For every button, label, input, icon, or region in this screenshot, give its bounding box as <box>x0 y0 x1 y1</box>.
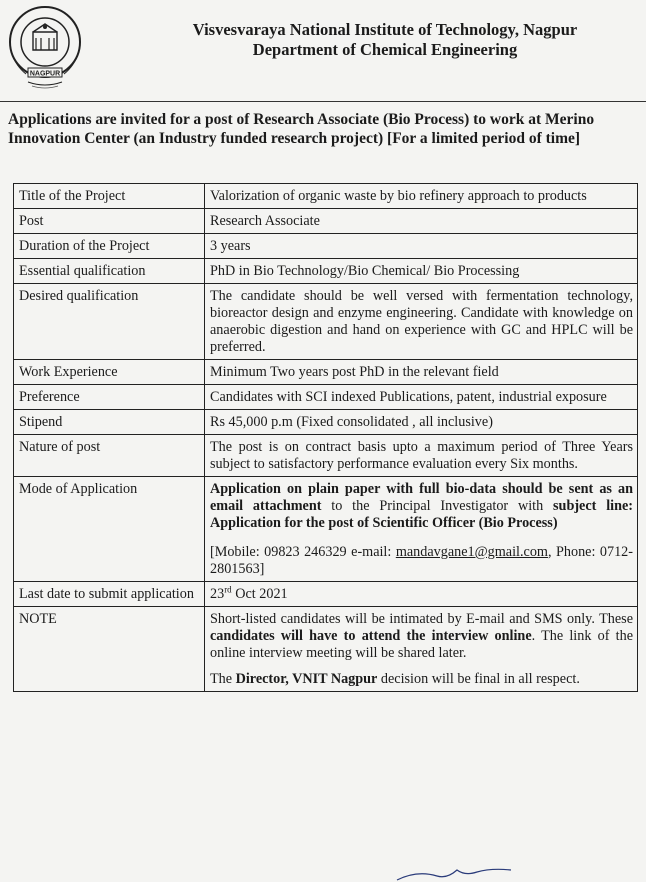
row-label: Desired qualification <box>14 284 205 360</box>
row-value: Rs 45,000 p.m (Fixed consolidated , all inclusive) <box>205 410 638 435</box>
table-row-mode-of-application <box>14 477 638 582</box>
note-text-3: The <box>210 671 236 687</box>
header <box>0 0 646 98</box>
row-label: Duration of the Project <box>14 234 205 259</box>
last-date-day: 23 <box>210 586 225 602</box>
advertisement-intro: Applications are invited for a post of Research Associate (Bio Process) to work at Merino Innovation Center (an Industry funded research project) [For a limited period of time] <box>8 111 595 147</box>
row-label: NOTE <box>14 607 205 692</box>
table-row <box>14 259 638 284</box>
row-label: Nature of post <box>14 435 205 477</box>
contact-suffix: , Phone: 0712-2801563] <box>210 544 633 577</box>
signature-mark <box>395 866 515 882</box>
table-row-last-date <box>14 582 638 607</box>
row-label: Essential qualification <box>14 259 205 284</box>
last-date-suffix: rd <box>224 584 232 595</box>
row-value <box>205 607 638 692</box>
row-label: Mode of Application <box>14 477 205 582</box>
svg-text:NAGPUR: NAGPUR <box>29 70 61 78</box>
note-bold-1: candidates will have to attend the interview online <box>210 628 532 644</box>
header-divider <box>0 101 646 102</box>
row-label: Preference <box>14 385 205 410</box>
last-date-month-year: Oct 2021 <box>231 586 288 602</box>
row-label: Title of the Project <box>14 184 205 209</box>
row-value: Candidates with SCI indexed Publications, patent, industrial exposure <box>205 385 638 410</box>
row-value: Research Associate <box>205 209 638 234</box>
table-row <box>14 360 638 385</box>
row-value: Minimum Two years post PhD in the relevant field <box>205 360 638 385</box>
institute-seal-logo <box>6 4 84 90</box>
note-text-4: decision will be final in all respect. <box>377 671 580 687</box>
row-value <box>205 477 638 582</box>
row-value <box>205 582 638 607</box>
row-label: Last date to submit application <box>14 582 205 607</box>
mode-instruction-text: to the Principal Investigator with <box>321 498 554 514</box>
row-value: The post is on contract basis upto a maximum period of Three Years subject to satisfactory performance evaluation every Six months. <box>205 435 638 477</box>
row-value: 3 years <box>205 234 638 259</box>
row-label: Post <box>14 209 205 234</box>
row-value: Valorization of organic waste by bio refinery approach to products <box>205 184 638 209</box>
contact-prefix: [Mobile: 09823 246329 e-mail: <box>210 544 396 560</box>
note-text-1: Short-listed candidates will be intimated by E-mail and SMS only. These <box>210 611 633 627</box>
table-row <box>14 435 638 477</box>
table-row <box>14 209 638 234</box>
table-row-note <box>14 607 638 692</box>
table-row <box>14 410 638 435</box>
note-bold-2: Director, VNIT Nagpur <box>235 671 378 687</box>
post-details-table <box>13 183 638 692</box>
row-label: Stipend <box>14 410 205 435</box>
table-row <box>14 284 638 360</box>
mode-instruction-bold: Application on plain paper with full bio-data should be sent as an email attachment <box>210 481 633 514</box>
note-text-2: . The link of the online interview meeting will be shared later. <box>210 628 633 661</box>
institute-name: Visvesvaraya National Institute of Technology, Nagpur <box>192 20 578 39</box>
row-value: The candidate should be well versed with fermentation technology, bioreactor design and enzyme engineering. Candidate with knowledge on anaerobic digestion and hand on experience with GC and HPLC will be preferred. <box>205 284 638 360</box>
department-name: Department of Chemical Engineering <box>252 40 518 59</box>
table-row <box>14 234 638 259</box>
mode-subject-line: subject line: Application for the post of Scientific Officer (Bio Process) <box>210 498 633 531</box>
email-link[interactable]: mandavgane1@gmail.com <box>395 544 548 560</box>
row-label: Work Experience <box>14 360 205 385</box>
row-value: PhD in Bio Technology/Bio Chemical/ Bio Processing <box>205 259 638 284</box>
table-row <box>14 385 638 410</box>
table-row <box>14 184 638 209</box>
